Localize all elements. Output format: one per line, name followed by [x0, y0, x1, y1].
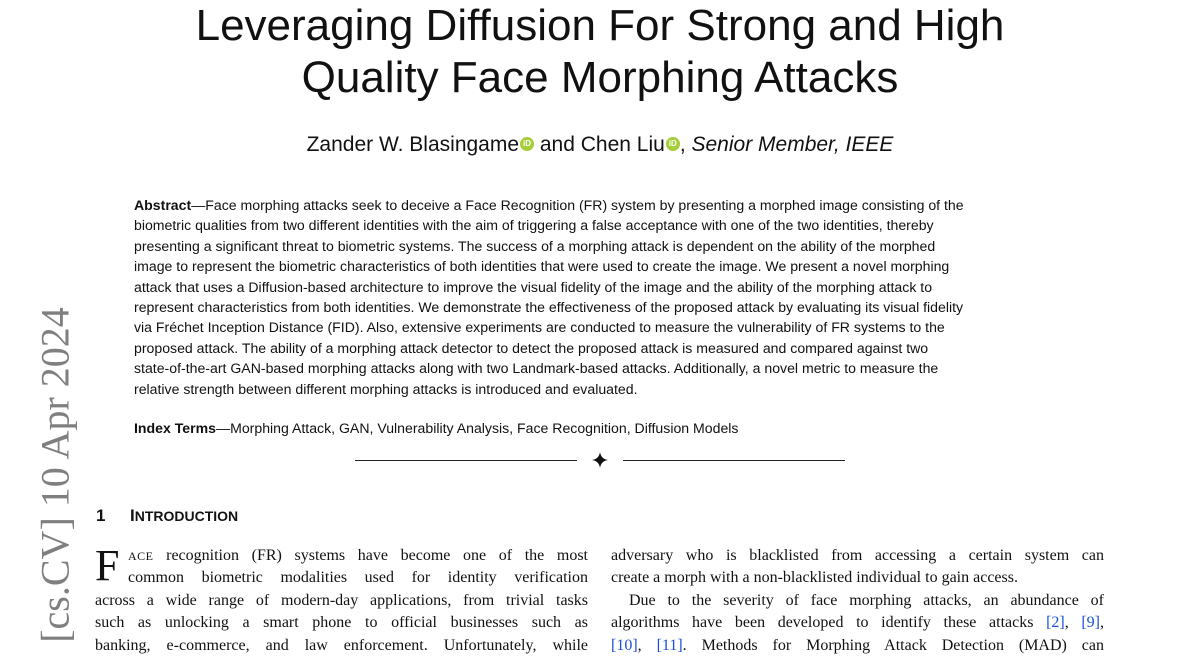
index-terms [134, 418, 1064, 438]
paper-title [0, 0, 1200, 104]
section-number: 1 [96, 506, 106, 525]
abstract-line: via Fréchet Inception Distance (FID). Also, extensive experiments are conducted to measure the vulnerability of FR systems to the [134, 319, 945, 336]
author-name-1: Zander W. Blasingame [306, 133, 520, 156]
abstract-label: Abstract [134, 197, 192, 213]
paragraph-line: adversary who is blacklisted from accessing a certain system can [611, 547, 1104, 564]
abstract-line: presenting a significant threat to biometric systems. The success of a morphing attack is dependent on the ability of the morphed [134, 237, 936, 254]
abstract-line: state-of-the-art GAN-based morphing attacks along with two Landmark-based attacks. Additionally, a novel metric to measure the [134, 360, 939, 377]
abstract-line: represent characteristics from both identities. We demonstrate the effectiveness of the proposed attack by evaluating its visual fidelity [134, 298, 964, 315]
paragraph-line: across a wide range of modern-day applications, from trivial tasks [95, 591, 588, 609]
left-column [95, 541, 588, 657]
citation-link[interactable]: [2] [1046, 614, 1065, 632]
paragraph-line: create a morph with a non-blacklisted individual to gain access. [611, 569, 1018, 587]
orcid-icon[interactable]: iD [520, 137, 534, 151]
abstract-line: biometric qualities from two different identities with the aim of triggering a false acceptance with one of the two identities, thereby [134, 217, 934, 234]
separator-rule-left [355, 460, 577, 461]
citation-link[interactable]: [11] [656, 636, 683, 654]
paragraph-line: ACE recognition (FR) systems have become one of the most [128, 547, 588, 564]
author-membership: Senior Member, IEEE [691, 133, 894, 156]
abstract [134, 195, 1064, 399]
index-terms-text: —Morphing Attack, GAN, Vulnerability Analysis, Face Recognition, Diffusion Models [215, 420, 739, 436]
section-title-rest: NTRODUCTION [134, 508, 239, 524]
abstract-line: proposed attack. The ability of a morphing attack detector to detect the proposed attack is measured and compared against two [134, 339, 929, 356]
abstract-line: —Face morphing attacks seek to deceive a Face Recognition (FR) system by presenting a morphed image consisting of the [191, 197, 964, 213]
abstract-line: attack that uses a Diffusion-based architecture to improve the visual fidelity of the image and the ability of the morphing attack to [134, 278, 933, 295]
abstract-line: relative strength between different morphing attacks is introduced and evaluated. [134, 380, 638, 397]
smallcaps-word: ACE [128, 549, 154, 563]
right-column [611, 545, 1104, 657]
drop-cap: F [95, 541, 120, 590]
title-line-1: Leveraging Diffusion For Strong and High [195, 1, 1005, 50]
orcid-icon[interactable]: iD [666, 137, 680, 151]
arxiv-sidebar [10, 0, 100, 648]
paragraph-line: algorithms have been developed to identify these attacks [2], [9], [611, 614, 1104, 632]
section-title-initial: I [130, 506, 135, 525]
author-list: Zander W. Blasingame iD and Chen Liu iD , Senior Member, IEEE [306, 133, 894, 156]
paragraph-line: banking, e-commerce, and law enforcement. Unfortunately, while [95, 636, 588, 654]
citation-link[interactable]: [10] [611, 636, 638, 654]
separator-diamond-icon [590, 450, 610, 470]
abstract-line: image to represent the biometric characteristics of both identities that were used to create the image. We present a novel morphing [134, 258, 950, 275]
paragraph-line: such as unlocking a smart phone to official businesses such as [95, 614, 588, 632]
index-terms-label: Index Terms [134, 420, 216, 436]
section-heading [96, 505, 238, 527]
paragraph-line: [10], [11]. Methods for Morphing Attack Detection (MAD) can [611, 636, 1104, 654]
separator-rule-right [623, 460, 845, 461]
citation-link[interactable]: [9] [1081, 614, 1100, 632]
author-name-2: and Chen Liu [534, 133, 665, 156]
paragraph-line: Due to the severity of face morphing attacks, an abundance of [629, 591, 1104, 609]
arxiv-stamp: [cs.CV] 10 Apr 2024 [32, 307, 78, 643]
paragraph-line: common biometric modalities used for identity verification [128, 569, 588, 587]
title-line-2: Quality Face Morphing Attacks [301, 53, 899, 102]
